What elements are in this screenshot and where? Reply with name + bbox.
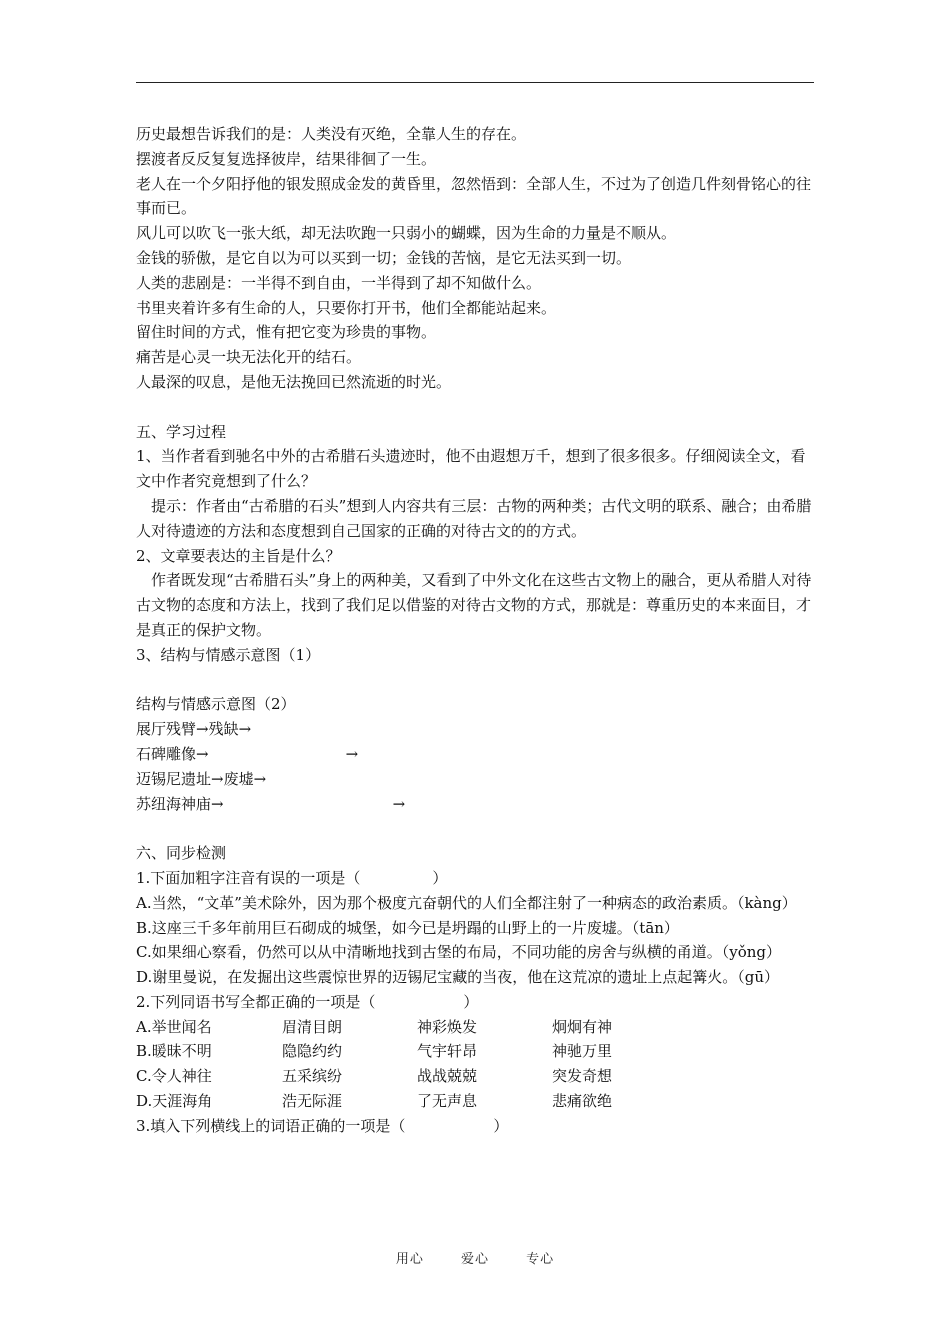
option-cell: B.暖昧不明 bbox=[136, 1042, 212, 1061]
option-row bbox=[136, 1064, 826, 1089]
option-cell: 战战兢兢 bbox=[417, 1067, 478, 1086]
option-cell: 炯炯有神 bbox=[552, 1017, 613, 1036]
document-body bbox=[136, 122, 826, 1139]
diagram-row-text: 苏纽海神庙→ bbox=[136, 794, 224, 813]
question-text: 3.填入下列横线上的词语正确的一项是（ bbox=[136, 1116, 406, 1135]
question: 1、当作者看到驰名中外的古希腊石头遗迹时，他不由遐想万千，想到了很多很多。仔细阅读全文，看文中作者究竟想到了什么？ bbox=[136, 447, 806, 491]
question: 2、文章要表达的主旨是什么？ bbox=[136, 546, 341, 565]
footer-text: 专心 bbox=[526, 1252, 555, 1267]
diagram-title: 结构与情感示意图（2） bbox=[136, 695, 296, 714]
quote-line: 人类的悲剧是：一半得不到自由，一半得到了却不知做什么。 bbox=[136, 273, 542, 292]
option-cell: C.令人神往 bbox=[136, 1067, 212, 1086]
section-heading: 六、同步检测 bbox=[136, 844, 227, 863]
question-close: ） bbox=[463, 992, 479, 1011]
quote-line: 风儿可以吹飞一张大纸，却无法吹跑一只弱小的蝴蝶，因为生命的力量是不顺从。 bbox=[136, 224, 677, 243]
page-footer bbox=[0, 1248, 950, 1267]
question-close: ） bbox=[432, 868, 448, 887]
option-cell: 神彩焕发 bbox=[417, 1017, 478, 1036]
option-cell: 隐隐约约 bbox=[282, 1042, 343, 1061]
option-cell: 突发奇想 bbox=[552, 1067, 613, 1086]
quote-line: 留住时间的方式，惟有把它变为珍贵的事物。 bbox=[136, 323, 437, 342]
question-text: 2.下列同语书写全都正确的一项是（ bbox=[136, 992, 376, 1011]
option-cell: 浩无际涯 bbox=[282, 1092, 343, 1111]
header-rule bbox=[136, 82, 814, 83]
diagram-row-text: 展厅残臂→残缺→ bbox=[136, 720, 252, 739]
question bbox=[136, 990, 826, 1015]
diagram-row-text: 石碑雕像→ bbox=[136, 744, 209, 763]
quote-line: 历史最想告诉我们的是：人类没有灭绝，全靠人生的存在。 bbox=[136, 125, 527, 143]
diagram-arrow: → bbox=[345, 744, 359, 763]
question bbox=[136, 1114, 826, 1139]
option-cell: 神驰万里 bbox=[552, 1042, 613, 1061]
quote-line: 书里夹着许多有生命的人，只要你打开书，他们全都能站起来。 bbox=[136, 298, 557, 317]
option-c: C.如果细心察看，仍然可以从中清晰地找到古堡的布局，不同功能的房舍与纵横的甬道。（yǒng） bbox=[136, 943, 781, 962]
option-d: D.谢里曼说，在发掘出这些震惊世界的迈锡尼宝藏的当夜，他在这荒凉的遗址上点起篝火。（gū） bbox=[136, 968, 780, 987]
footer-text: 用心 bbox=[395, 1252, 424, 1267]
diagram-arrow: → bbox=[392, 794, 406, 813]
question-text: 1.下面加粗字注音有误的一项是（ bbox=[136, 868, 361, 887]
question bbox=[136, 866, 826, 891]
answer-hint: 提示：作者由“古希腊的石头”想到人内容共有三层：古物的两种类；古代文明的联系、融合；由希腊人对待遗迹的方法和态度想到自己国家的正确的对待古文的的方式。 bbox=[136, 496, 812, 540]
quote-line: 金钱的骄傲，是它自以为可以买到一切；金钱的苦恼，是它无法买到一切。 bbox=[136, 248, 632, 267]
option-cell: 五采缤纷 bbox=[282, 1067, 343, 1086]
diagram-row bbox=[136, 742, 826, 767]
diagram-row bbox=[136, 767, 826, 792]
diagram-row bbox=[136, 792, 826, 817]
quote-line: 摆渡者反反复复选择彼岸，结果徘徊了一生。 bbox=[136, 149, 437, 168]
option-cell: 悲痛欲绝 bbox=[552, 1092, 613, 1111]
option-cell: 气宇轩昂 bbox=[417, 1042, 478, 1061]
section-heading: 五、学习过程 bbox=[136, 422, 227, 441]
option-cell: A.举世闻名 bbox=[136, 1017, 212, 1036]
footer-text: 爱心 bbox=[460, 1252, 489, 1267]
diagram-row-text: 迈锡尼遗址→废墟→ bbox=[136, 769, 267, 788]
quote-line: 老人在一个夕阳抒他的银发照成金发的黄昏里，忽然悟到：全部人生，不过为了创造几件刻骨铭心的往事而已。 bbox=[136, 174, 812, 218]
diagram-row bbox=[136, 717, 826, 742]
option-cell: 了无声息 bbox=[417, 1092, 478, 1111]
option-row bbox=[136, 1039, 826, 1064]
option-b: B.这座三千多年前用巨石砌成的城堡，如今已是坍蹋的山野上的一片废墟。（tān） bbox=[136, 918, 679, 937]
option-row bbox=[136, 1089, 826, 1114]
quote-line: 人最深的叹息，是他无法挽回已然流逝的时光。 bbox=[136, 372, 452, 391]
option-a: A.当然，“文革”美术除外，因为那个极度亢奋朝代的人们全都注射了一种病态的政治素质。（kàng） bbox=[136, 893, 797, 912]
question: 3、结构与情感示意图（1） bbox=[136, 645, 321, 664]
question-close: ） bbox=[493, 1116, 509, 1135]
quote-line: 痛苦是心灵一块无法化开的结石。 bbox=[136, 348, 362, 367]
option-cell: 眉清目朗 bbox=[282, 1017, 343, 1036]
option-row bbox=[136, 1015, 826, 1040]
answer: 作者既发现“古希腊石头”身上的两种美，又看到了中外文化在这些古文物上的融合，更从希腊人对待古文物的态度和方法上，找到了我们足以借鉴的对待古文物的方式，那就是：尊重历史的本来面目，才是真正的保护文物。 bbox=[136, 571, 812, 639]
option-cell: D.天涯海角 bbox=[136, 1092, 213, 1111]
